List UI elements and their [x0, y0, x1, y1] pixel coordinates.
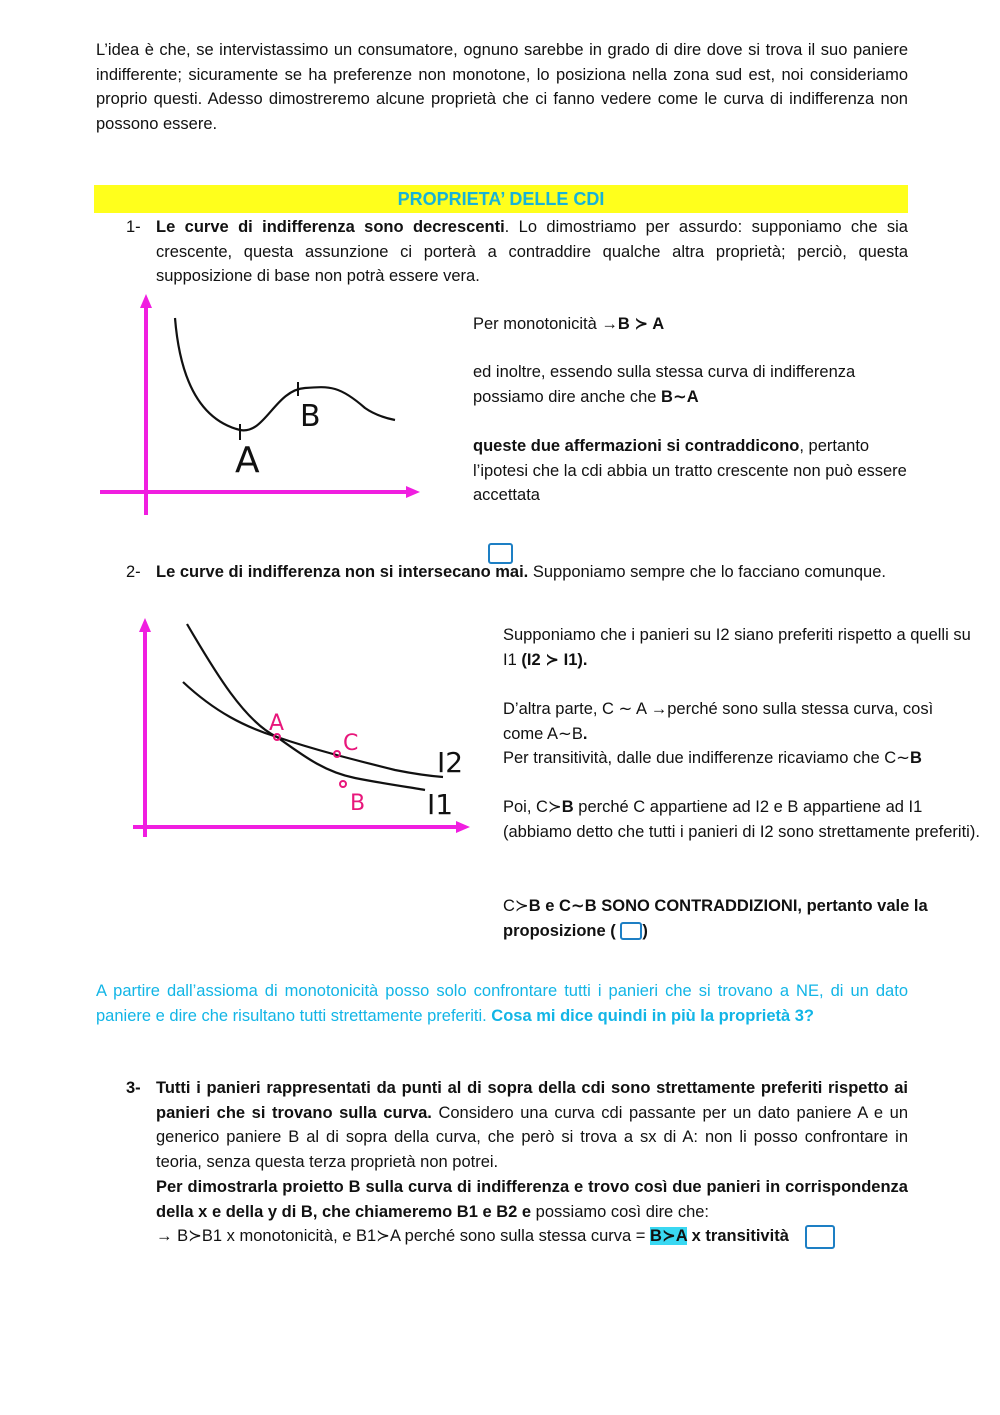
section2-text: Supponiamo sempre che lo facciano comunque.: [528, 563, 886, 581]
section3-paragraph: [156, 1076, 908, 1174]
figure2-x-arrow: [456, 821, 470, 833]
section3-conclusion: → B≻B1 x monotonicità, e B1≻A perché sono sulla stessa curva = B≻A x transitività: [156, 1224, 908, 1249]
section1-title: Le curve di indifferenza sono decrescenti: [156, 218, 505, 236]
figure2-label-I1: I1: [427, 788, 454, 821]
figure2-axes: [133, 626, 465, 837]
figure1-x-arrow: [406, 486, 420, 498]
section2-p1: Supponiamo che i panieri su I2 siano preferiti rispetto a quelli su I1 (I2 ≻ I1).: [503, 626, 971, 669]
section1-line1: Per monotonicità →B ≻ A: [473, 315, 665, 333]
figure1-axes: [100, 302, 415, 515]
figure1-label-A: A: [235, 440, 260, 481]
figure2-label-I2: I2: [437, 746, 464, 779]
figure2-label-B: B: [350, 791, 366, 816]
section-banner: PROPRIETA’ DELLE CDI: [94, 185, 908, 213]
figure2-label-A: A: [269, 711, 285, 736]
figure2-curve-I1: [187, 624, 425, 790]
section2-p2b: Per transitività, dalle due indifferenze ricaviamo che C∼B: [503, 749, 922, 767]
section2-title: Le curve di indifferenza non si intersecano mai.: [156, 563, 529, 581]
figure2-label-C: C: [343, 731, 359, 756]
highlight-b-over-a: B≻A: [650, 1227, 688, 1245]
figure1-label-B: B: [300, 399, 321, 434]
figure2-graph: [125, 612, 490, 840]
section2-paragraph: [156, 560, 908, 585]
section1-paragraph: [156, 215, 908, 289]
section3-title: Tutti i panieri rappresentati da punti al di sopra della cdi sono strettamente preferiti rispetto ai panieri che si trovano sulla curva.: [156, 1079, 908, 1122]
section1-line3: queste due affermazioni si contraddicono, pertanto l’ipotesi che la cdi abbia un tratto crescente non può essere accettata: [473, 437, 907, 505]
section2-number: 2-: [126, 563, 141, 581]
box-icon: [805, 1225, 835, 1249]
figure2-y-arrow: [139, 618, 151, 632]
box-icon: [620, 922, 642, 940]
figure2-curve-I2: [183, 682, 443, 777]
intro-paragraph: L’idea è che, se intervistassimo un consumatore, ognuno sarebbe in grado di dire dove si trova il suo paniere indifferente; sicuramente se ha preferenze non monotone, lo posiziona nella zona sud est, noi consideriamo proprio questi. Adesso dimostreremo alcune proprietà che ci fanno vedere come le curva di indifferenza non possono essere.: [96, 41, 908, 133]
section3-paragraph2: Per dimostrarla proietto B sulla curva di indifferenza e trovo così due panieri in corrispondenza della x e della y di B, che chiameremo B1 e B2 e possiamo così dire che:: [156, 1178, 908, 1221]
section1-line2: ed inoltre, essendo sulla stessa curva di indifferenza possiamo dire anche che B∼A: [473, 363, 856, 406]
section1-text: . Lo dimostriamo per assurdo: supponiamo che sia crescente, questa assunzione ci porterà a contraddire qualche altra proprietà; perciò, questa supposizione di base non potrà essere vera.: [156, 218, 908, 286]
section3-number: 3-: [126, 1079, 141, 1097]
section1-number: 1-: [126, 218, 141, 236]
figure1-y-arrow: [140, 294, 152, 308]
section2-p3: Poi, C≻B perché C appartiene ad I2 e B appartiene ad I1 (abbiamo detto che tutti i panieri di I2 sono strettamente preferiti).: [503, 798, 980, 841]
section3-text: Considero una curva cdi passante per un dato paniere A e un generico paniere B al di sopra della curva, che però si trova a sx di A: non li posso confrontare in teoria, senza questa terza proprietà non potrei.: [156, 1103, 908, 1171]
figure1-graph: [90, 290, 430, 525]
section2-p4: C≻B e C∼B SONO CONTRADDIZIONI, pertanto vale la proposizione ( ): [503, 897, 928, 940]
section2-p2a: D’altra parte, C ∼ A →perché sono sulla stessa curva, così come A∼B.: [503, 700, 934, 743]
cyan-paragraph: A partire dall’assioma di monotonicità posso solo confrontare tutti i panieri che si trovano a NE, di un dato paniere e dire che risultano tutti strettamente preferiti. Cosa mi dice quindi in più la proprietà 3?: [96, 982, 908, 1025]
figure1-indifference-curve: [175, 318, 395, 430]
